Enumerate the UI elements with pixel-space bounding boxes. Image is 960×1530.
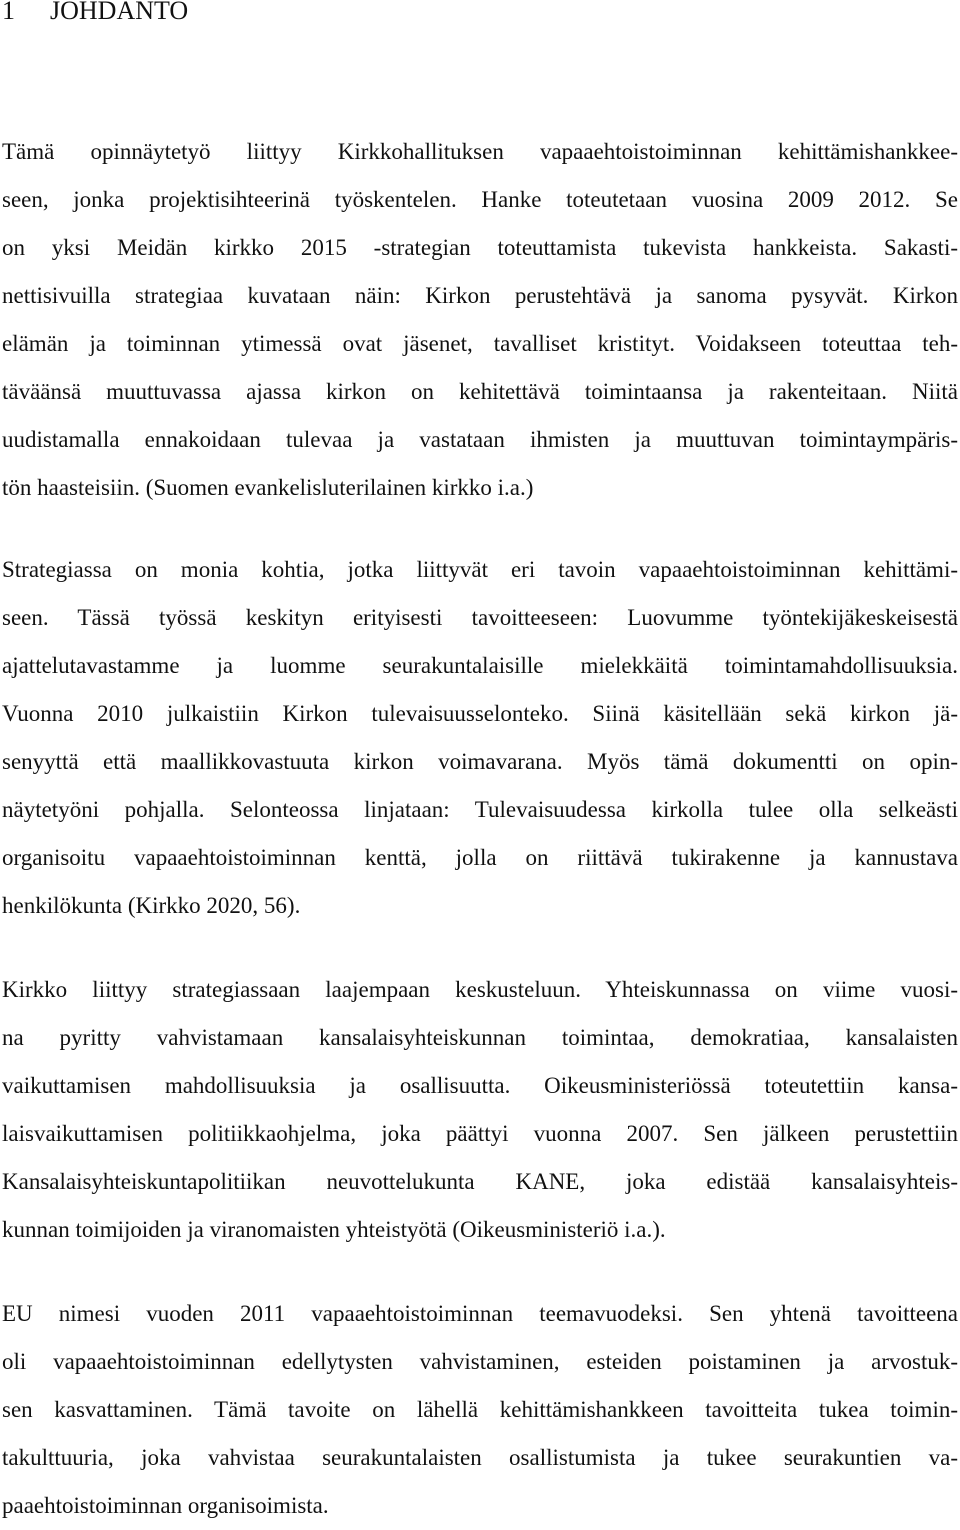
text-line: oli vapaaehtoistoiminnan edellytysten vahvistaminen, esteiden poistaminen ja arvostuk- [2, 1349, 958, 1374]
paragraph-1 [2, 128, 958, 512]
text-line: na pyritty vahvistamaan kansalaisyhteiskunnan toimintaa, demokratiaa, kansalaisten [2, 1025, 958, 1050]
text-line: Vuonna 2010 julkaistiin Kirkon tulevaisuusselonteko. Siinä käsitellään sekä kirkon jä- [2, 701, 958, 726]
text-line: senyyttä että maallikkovastuuta kirkon voimavarana. Myös tämä dokumentti on opin- [2, 749, 958, 774]
text-line: Kansalaisyhteiskuntapolitiikan neuvottelukunta KANE, joka edistää kansalaisyhteis- [2, 1169, 958, 1194]
text-line: paaehtoistoiminnan organisoimista. [2, 1493, 329, 1518]
paragraph-3 [2, 966, 958, 1254]
chapter-number: 1 [2, 0, 15, 25]
text-line: sen kasvattaminen. Tämä tavoite on lähellä kehittämishankkeen tavoitteita tukea toimin- [2, 1397, 958, 1422]
text-line: täväänsä muuttuvassa ajassa kirkon on kehitettävä toimintaansa ja rakenteitaan. Niitä [2, 379, 958, 404]
text-line: EU nimesi vuoden 2011 vapaaehtoistoiminnan teemavuodeksi. Sen yhtenä tavoitteena [2, 1301, 958, 1326]
text-line: Kirkko liittyy strategiassaan laajempaan keskusteluun. Yhteiskunnassa on viime vuosi- [2, 977, 958, 1002]
text-line: seen, jonka projektisihteerinä työskentelen. Hanke toteutetaan vuosina 2009 2012. Se [2, 187, 958, 212]
text-line: henkilökunta (Kirkko 2020, 56). [2, 893, 301, 918]
text-line: laisvaikuttamisen politiikkaohjelma, joka päättyi vuonna 2007. Sen jälkeen perustettiin [2, 1121, 958, 1146]
text-line: takulttuuria, joka vahvistaa seurakuntalaisten osallistumista ja tukee seurakuntien va- [2, 1445, 958, 1470]
paragraph-2 [2, 546, 958, 930]
text-line: uudistamalla ennakoidaan tulevaa ja vastataan ihmisten ja muuttuvan toimintaympäris- [2, 427, 958, 452]
chapter-heading [2, 0, 188, 28]
text-line: elämän ja toiminnan ytimessä ovat jäsenet, tavalliset kristityt. Voidakseen toteuttaa teh- [2, 331, 958, 356]
text-line: organisoitu vapaaehtoistoiminnan kenttä, jolla on riittävä tukirakenne ja kannustava [2, 845, 958, 870]
text-line: vaikuttamisen mahdollisuuksia ja osallisuutta. Oikeusministeriössä toteutettiin kansa- [2, 1073, 958, 1098]
text-line: Tämä opinnäytetyö liittyy Kirkkohallituksen vapaaehtoistoiminnan kehittämishankkee- [2, 139, 958, 164]
text-line: ajattelutavastamme ja luomme seurakuntalaisille mielekkäitä toimintamahdollisuuksia. [2, 653, 958, 678]
text-line: kunnan toimijoiden ja viranomaisten yhteistyötä (Oikeusministeriö i.a.). [2, 1217, 666, 1242]
text-line: tön haasteisiin. (Suomen evankelisluterilainen kirkko i.a.) [2, 475, 534, 500]
text-line: on yksi Meidän kirkko 2015 -strategian toteuttamista tukevista hankkeista. Sakasti- [2, 235, 958, 260]
text-line: Strategiassa on monia kohtia, jotka liittyvät eri tavoin vapaaehtoistoiminnan kehittämi- [2, 557, 958, 582]
chapter-title: JOHDANTO [50, 0, 189, 25]
text-line: nettisivuilla strategiaa kuvataan näin: Kirkon perustehtävä ja sanoma pysyvät. Kirkon [2, 283, 958, 308]
paragraph-4 [2, 1290, 958, 1530]
text-line: seen. Tässä työssä keskityn erityisesti tavoitteeseen: Luovumme työntekijäkeskeisestä [2, 605, 958, 630]
text-line: näytetyöni pohjalla. Selonteossa linjataan: Tulevaisuudessa kirkolla tulee olla selkeästi [2, 797, 958, 822]
